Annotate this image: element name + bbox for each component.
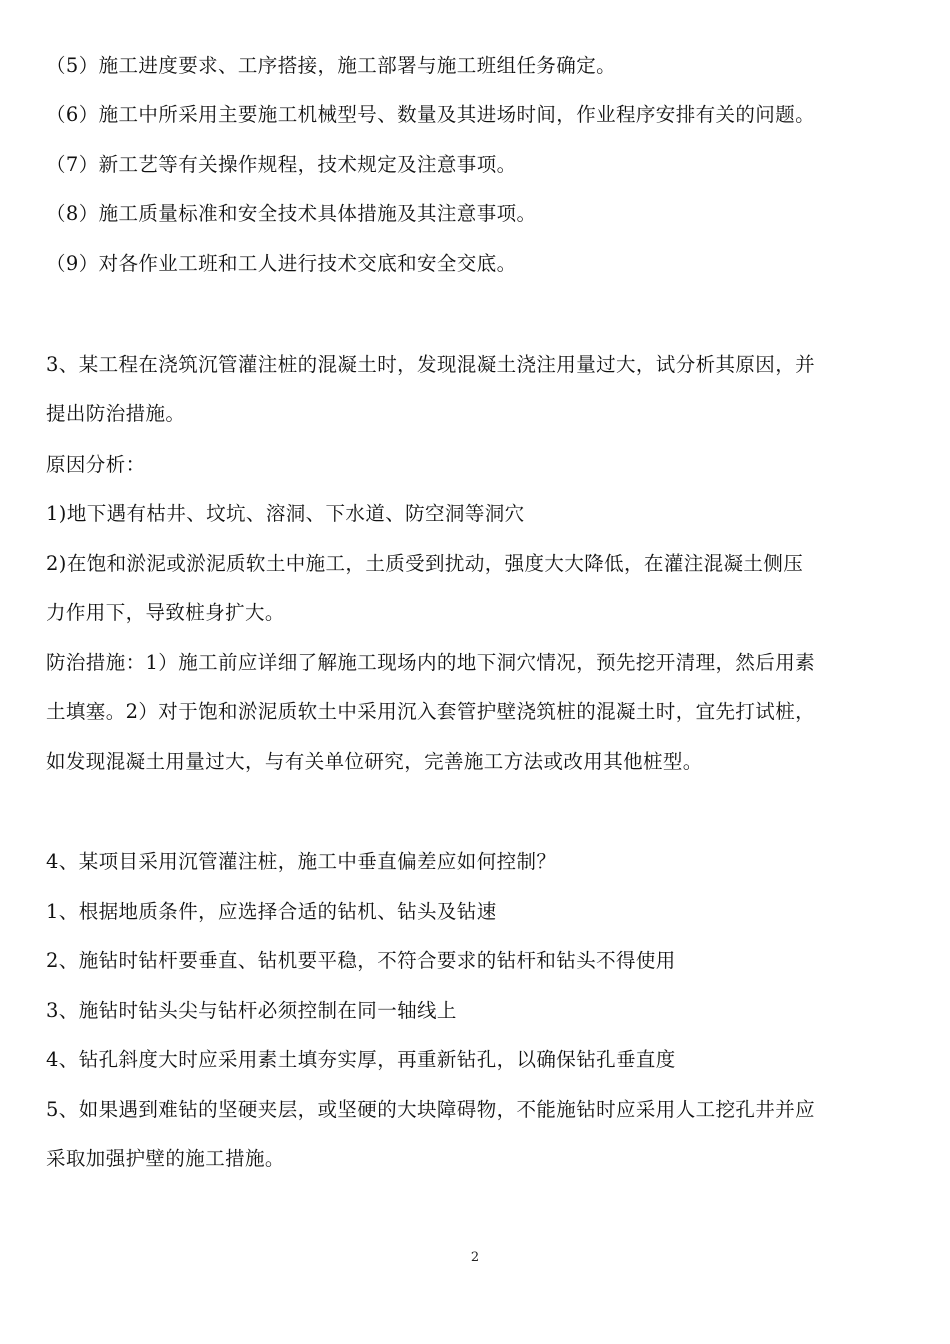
text-line: 提出防治措施。 (46, 402, 186, 425)
text-line: （7）新工艺等有关操作规程，技术规定及注意事项。 (46, 153, 517, 176)
text-line: 3、某工程在浇筑沉管灌注桩的混凝土时，发现混凝土浇注用量过大，试分析其原因，并 (46, 353, 816, 376)
text-line: 2、施钻时钻杆要垂直、钻机要平稳，不符合要求的钻杆和钻头不得使用 (46, 949, 676, 972)
text-line: 原因分析： (46, 453, 146, 476)
text-line: （8）施工质量标准和安全技术具体措施及其注意事项。 (46, 202, 537, 225)
text-line: 土填塞。2）对于饱和淤泥质软土中采用沉入套管护壁浇筑桩的混凝土时，宜先打试桩， (46, 700, 816, 723)
page-number: 2 (470, 1250, 480, 1265)
text-line: （6）施工中所采用主要施工机械型号、数量及其进场时间，作业程序安排有关的问题。 (46, 103, 816, 126)
text-line: （9）对各作业工班和工人进行技术交底和安全交底。 (46, 252, 517, 275)
text-line: 2)在饱和淤泥或淤泥质软土中施工，土质受到扰动，强度大大降低，在灌注混凝土侧压 (46, 552, 804, 575)
text-line: 力作用下，导致桩身扩大。 (46, 601, 285, 624)
text-line: 1)地下遇有枯井、坟坑、溶洞、下水道、防空洞等洞穴 (46, 502, 525, 525)
text-line: 如发现混凝土用量过大，与有关单位研究，完善施工方法或改用其他桩型。 (46, 750, 703, 773)
text-line: （5）施工进度要求、工序搭接，施工部署与施工班组任务确定。 (46, 54, 617, 77)
text-line: 防治措施：1）施工前应详细了解施工现场内的地下洞穴情况，预先挖开清理，然后用素 (46, 651, 816, 674)
text-line: 4、某项目采用沉管灌注桩，施工中垂直偏差应如何控制？ (46, 850, 557, 873)
text-line: 采取加强护壁的施工措施。 (46, 1147, 285, 1170)
text-line: 4、钻孔斜度大时应采用素土填夯实厚，再重新钻孔，以确保钻孔垂直度 (46, 1048, 676, 1071)
text-line: 3、施钻时钻头尖与钻杆必须控制在同一轴线上 (46, 999, 457, 1022)
text-line: 1、根据地质条件，应选择合适的钻机、钻头及钻速 (46, 900, 497, 923)
text-line: 5、如果遇到难钻的坚硬夹层，或坚硬的大块障碍物，不能施钻时应采用人工挖孔井并应 (46, 1098, 816, 1121)
